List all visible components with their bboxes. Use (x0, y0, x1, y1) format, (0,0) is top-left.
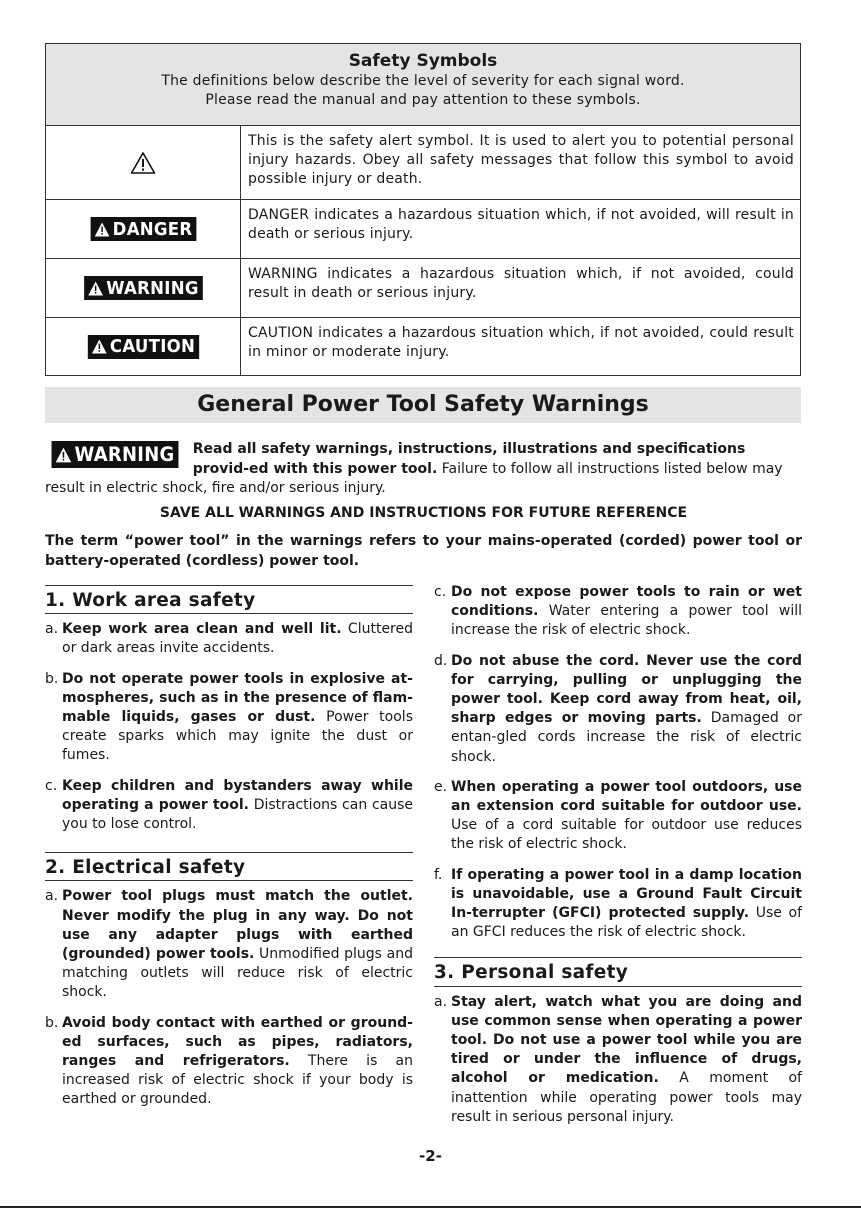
item-bold-text: Do not expose power tools to rain or wet conditions. (451, 584, 802, 620)
alert-triangle-icon (130, 151, 156, 175)
item-letter: f. (434, 866, 443, 883)
item-bold-text: Keep children and bystanders away while operating a power tool. (62, 777, 413, 813)
item-text: A moment of inattention while operating power tools may result in serious personal injury. (451, 1070, 802, 1125)
symbol-row-danger (46, 200, 800, 259)
page-number: -2- (419, 1147, 442, 1165)
list-item (45, 887, 413, 1002)
item-bold-text: Power tool plugs must match the outlet. Never modify the plug in any way. Do not use any adapter plugs with earthed (grounded) power tools. (62, 888, 413, 963)
item-letter: c. (45, 777, 58, 794)
item-letter: a. (434, 993, 448, 1010)
item-letter: a. (45, 621, 59, 638)
item-text: Distractions can cause you to lose control. (62, 796, 413, 833)
alert-triangle-icon (91, 339, 107, 354)
symbol-cell (46, 126, 241, 199)
alert-triangle-icon (94, 222, 110, 237)
work-area-safety-heading: 1. Work area safety (45, 585, 413, 614)
symbol-description: CAUTION indicates a hazardous situation which, if not avoided, could result in minor or moderate injury. (248, 325, 794, 360)
warning-badge-label: WARNING (105, 277, 199, 299)
caution-badge (87, 335, 198, 359)
list-item (45, 1014, 413, 1110)
item-letter: e. (434, 778, 448, 795)
item-text: Power tools create sparks which may ignite the dust or fumes. (62, 709, 413, 764)
power-tool-term-definition: The term “power tool” in the warnings refers to your mains-operated (corded) power tool or battery-operated (cordless) power tool. (45, 533, 802, 569)
warning-badge (84, 276, 202, 300)
item-bold-text: Avoid body contact with earthed or ground-ed surfaces, such as pipes, radiators, ranges and refrigerators. (62, 1014, 413, 1070)
safety-symbols-table (45, 43, 801, 376)
intro-paragraph (45, 440, 802, 499)
item-text: Cluttered or dark areas invite accidents. (62, 621, 413, 657)
item-text: Use of an GFCI reduces the risk of electric shock. (451, 905, 802, 941)
general-warnings-title: General Power Tool Safety Warnings (45, 387, 801, 423)
item-text: Water entering a power tool will increase the risk of electric shock. (451, 603, 802, 639)
item-bold-text: Keep work area clean and well lit. (62, 621, 342, 638)
list-item (434, 652, 802, 767)
alert-triangle-icon (55, 447, 72, 463)
item-bold-text: Stay alert, watch what you are doing and use common sense when operating a power tool. Do not use a power tool while you are tired or under the influence of drugs, alcohol or medication. (451, 993, 802, 1087)
symbol-cell (46, 318, 241, 375)
list-item (45, 777, 413, 835)
save-instructions-line: SAVE ALL WARNINGS AND INSTRUCTIONS FOR FUTURE REFERENCE (159, 505, 688, 521)
danger-badge-label: DANGER (112, 218, 193, 240)
safety-symbols-subtitle-2: Please read the manual and pay attention to these symbols. (205, 92, 641, 108)
personal-safety-heading: 3. Personal safety (434, 957, 802, 986)
right-column (434, 583, 802, 1138)
safety-symbols-header (46, 44, 800, 126)
item-letter: a. (45, 888, 59, 905)
item-text: Damaged or entan-gled cords increase the risk of electric shock. (451, 710, 802, 765)
symbol-row-caution (46, 318, 800, 375)
item-bold-text: Do not operate power tools in explosive at-mospheres, such as in the presence of flam-mable liquids, gases or dust. (62, 670, 413, 726)
list-item (434, 583, 802, 641)
danger-badge (90, 217, 195, 241)
list-item (45, 620, 413, 658)
item-letter: c. (434, 584, 447, 600)
intro-text: Failure to follow all instructions listed below may result in electric shock, fire and/or serious injury. (45, 460, 783, 496)
safety-symbols-title: Safety Symbols (348, 51, 498, 71)
list-item (434, 778, 802, 855)
item-bold-text: Do not abuse the cord. Never use the cord for carrying, pulling or unplugging the power tool. Keep cord away from heat, oil, sharp edges or moving parts. (451, 652, 802, 727)
symbol-row-alert (46, 126, 800, 200)
warning-badge (52, 441, 179, 468)
alert-triangle-icon (88, 281, 104, 296)
list-item (434, 866, 802, 943)
symbol-description: DANGER indicates a hazardous situation which, if not avoided, will result in death or serious injury. (248, 207, 794, 242)
symbol-description: This is the safety alert symbol. It is used to alert you to potential personal injury hazards. Obey all safety messages that follow this symbol to avoid possible injury or death. (248, 133, 794, 187)
item-bold-text: When operating a power tool outdoors, use an extension cord suitable for outdoor use. (451, 778, 802, 815)
item-text: There is an increased risk of electric shock if your body is earthed or grounded. (62, 1053, 413, 1108)
item-bold-text: If operating a power tool in a damp location is unavoidable, use a Ground Fault Circuit In-terrupter (GFCI) protected supply. (451, 866, 802, 922)
symbol-cell (46, 259, 241, 317)
symbol-description: WARNING indicates a hazardous situation which, if not avoided, could result in death or serious injury. (248, 266, 794, 301)
item-text: Use of a cord suitable for outdoor use reduces the risk of electric shock. (451, 817, 802, 853)
symbol-row-warning (46, 259, 800, 318)
list-item (45, 670, 413, 766)
safety-symbols-subtitle-1: The definitions below describe the level of severity for each signal word. (161, 73, 685, 89)
caution-badge-label: CAUTION (109, 336, 195, 357)
item-letter: b. (45, 670, 59, 687)
warning-badge-label: WARNING (74, 442, 175, 466)
intro-bold-text: Read all safety warnings, instructions, illustrations and specifications provid-ed with this power tool. (192, 441, 746, 477)
list-item (434, 993, 802, 1127)
symbol-cell (46, 200, 241, 258)
left-column (45, 585, 413, 1121)
item-letter: d. (434, 652, 448, 669)
electrical-safety-heading: 2. Electrical safety (45, 852, 413, 881)
item-letter: b. (45, 1014, 59, 1031)
item-text: Unmodified plugs and matching outlets will reduce risk of electric shock. (62, 946, 413, 1001)
